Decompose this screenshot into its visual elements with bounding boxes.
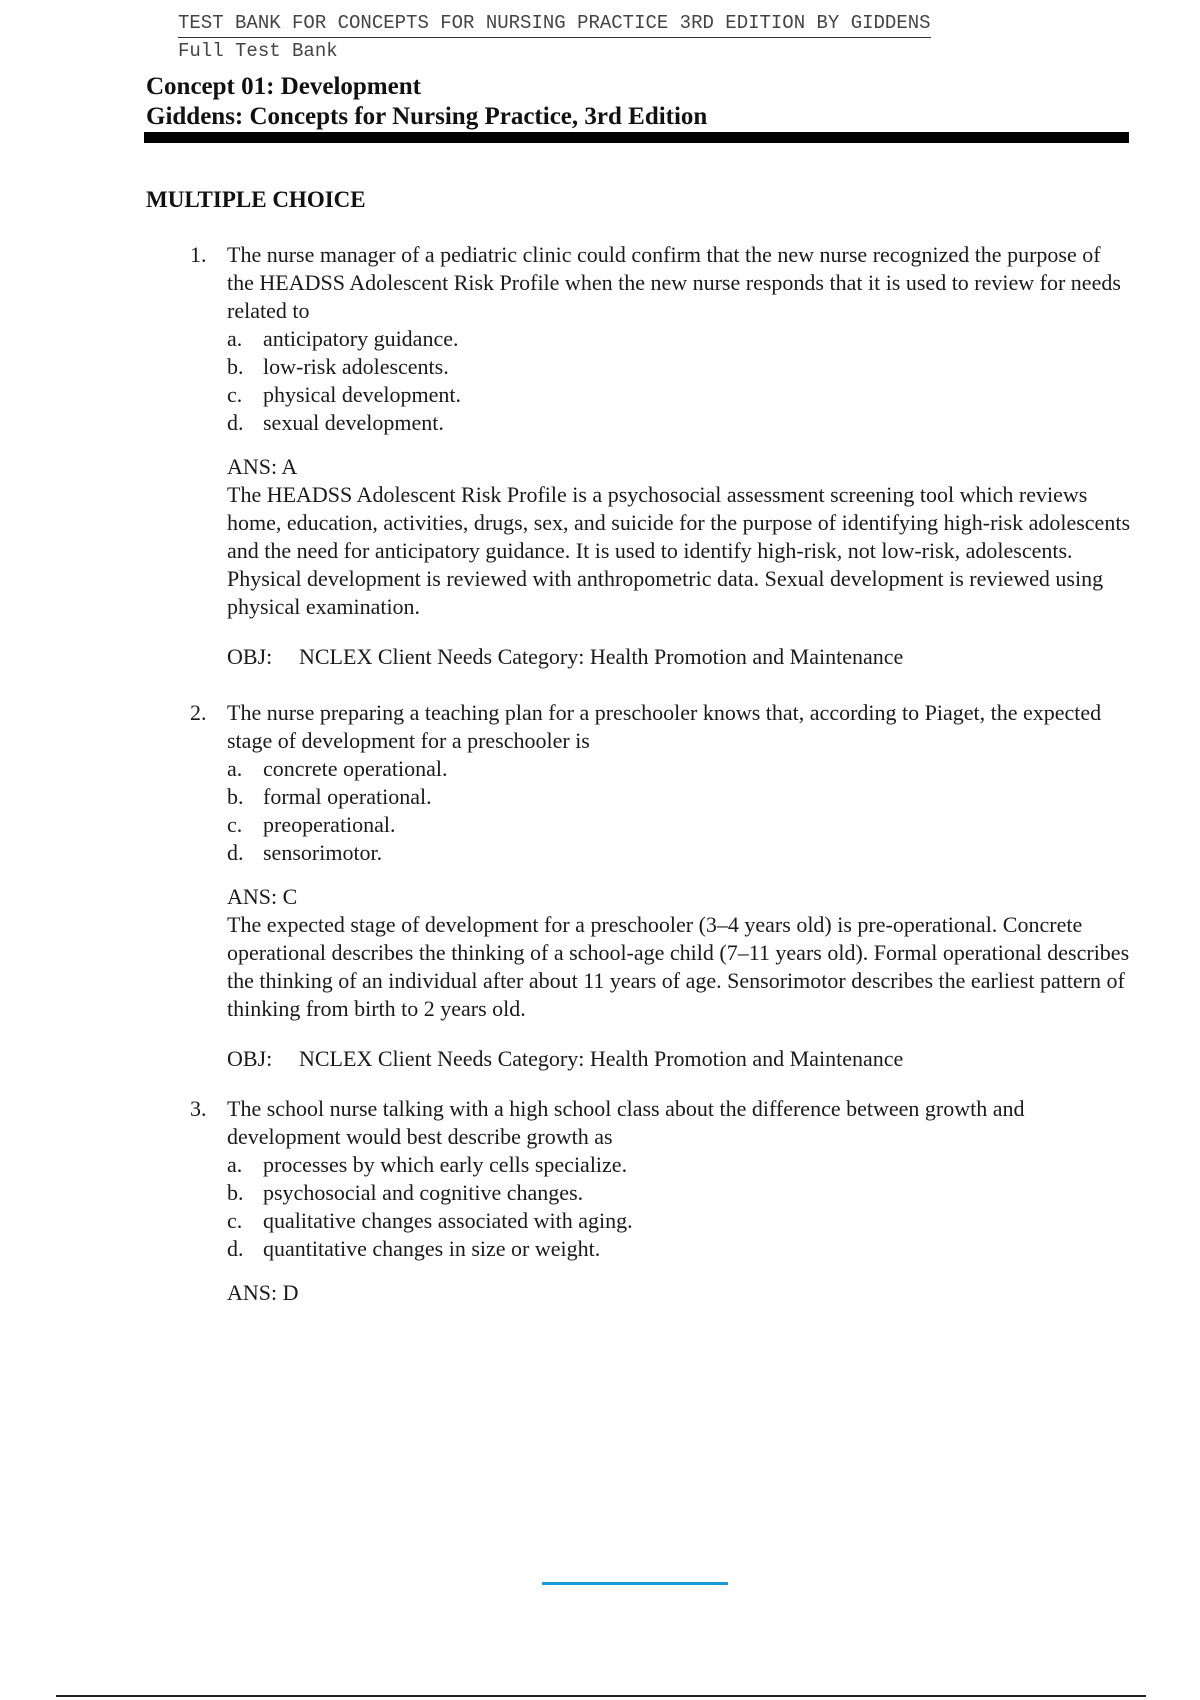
choice-letter: c.	[227, 382, 243, 407]
choice-list	[227, 755, 1130, 867]
choice-a	[227, 755, 1130, 783]
objective-label: OBJ:	[227, 644, 273, 669]
choice-c	[227, 381, 1130, 409]
choice-b	[227, 1179, 1130, 1207]
choice-text: anticipatory guidance.	[263, 326, 459, 351]
choice-d	[227, 839, 1130, 867]
choice-text: physical development.	[263, 382, 461, 407]
concept-title: Concept 01: Development	[146, 73, 421, 100]
answer-rationale: The expected stage of development for a preschooler (3–4 years old) is pre-operational. Concrete operational describes the thinking of a school-age child (7–11 years old). Formal operational describes the thinking of an individual after about 11 years of age. Sensorimotor describes the earliest pattern of thinking from birth to 2 years old.	[227, 912, 1130, 1021]
choice-c	[227, 1207, 1130, 1235]
choice-text: processes by which early cells specialize.	[263, 1152, 628, 1177]
question-number: 1.	[190, 242, 207, 267]
objective-label: OBJ:	[227, 1046, 273, 1071]
question-stem: The nurse preparing a teaching plan for a preschooler knows that, according to Piaget, the expected stage of development for a preschooler is	[227, 700, 1102, 753]
choice-c	[227, 811, 1130, 839]
choice-text: sensorimotor.	[263, 840, 383, 865]
choice-d	[227, 409, 1130, 437]
answer-key: ANS: A	[227, 454, 298, 479]
choice-text: qualitative changes associated with aging.	[263, 1208, 633, 1233]
choice-letter: d.	[227, 1236, 244, 1261]
choice-text: psychosocial and cognitive changes.	[263, 1180, 584, 1205]
question-number: 2.	[190, 700, 207, 725]
choice-letter: d.	[227, 410, 244, 435]
choice-text: low-risk adolescents.	[263, 354, 449, 379]
objective	[227, 643, 1130, 671]
question-stem: The nurse manager of a pediatric clinic could confirm that the new nurse recognized the purpose of the HEADSS Adolescent Risk Profile when the new nurse responds that it is used to review for needs related to	[227, 242, 1121, 323]
choice-letter: b.	[227, 784, 244, 809]
choice-a	[227, 325, 1130, 353]
question-2	[190, 699, 1130, 1073]
choice-letter: a.	[227, 326, 243, 351]
document-title	[146, 72, 707, 132]
book-title: Giddens: Concepts for Nursing Practice, 3rd Edition	[146, 103, 708, 130]
choice-text: quantitative changes in size or weight.	[263, 1236, 601, 1261]
choice-text: preoperational.	[263, 812, 396, 837]
choice-text: formal operational.	[263, 784, 432, 809]
objective	[227, 1045, 1130, 1073]
footer-accent-line	[542, 1582, 728, 1585]
choice-letter: a.	[227, 1152, 243, 1177]
choice-list	[227, 325, 1130, 437]
title-divider	[144, 132, 1129, 143]
document-header	[178, 10, 931, 64]
choice-letter: a.	[227, 756, 243, 781]
choice-b	[227, 783, 1130, 811]
question-stem: The school nurse talking with a high school class about the difference between growth and development would best describe growth as	[227, 1096, 1025, 1149]
choice-letter: d.	[227, 840, 244, 865]
answer-rationale: The HEADSS Adolescent Risk Profile is a psychosocial assessment screening tool which reviews home, education, activities, drugs, sex, and suicide for the purpose of identifying high-risk adolescents and the need for anticipatory guidance. It is used to identify high-risk, not low-risk, adolescents. Physical development is reviewed with anthropometric data. Sexual development is reviewed using physical examination.	[227, 482, 1130, 619]
choice-letter: c.	[227, 812, 243, 837]
objective-text: NCLEX Client Needs Category: Health Promotion and Maintenance	[299, 644, 904, 669]
objective-text: NCLEX Client Needs Category: Health Promotion and Maintenance	[299, 1046, 904, 1071]
answer-key: ANS: C	[227, 884, 298, 909]
header-subbanner: Full Test Bank	[178, 40, 338, 62]
choice-letter: b.	[227, 354, 244, 379]
question-3	[190, 1095, 1130, 1307]
header-banner: TEST BANK FOR CONCEPTS FOR NURSING PRACTICE 3RD EDITION BY GIDDENS	[178, 10, 931, 38]
question-1	[190, 241, 1130, 671]
choice-a	[227, 1151, 1130, 1179]
choice-text: concrete operational.	[263, 756, 448, 781]
choice-list	[227, 1151, 1130, 1263]
answer-key: ANS: D	[227, 1280, 299, 1305]
section-heading: MULTIPLE CHOICE	[146, 187, 366, 212]
question-list	[190, 241, 1130, 1307]
choice-d	[227, 1235, 1130, 1263]
choice-letter: c.	[227, 1208, 243, 1233]
choice-text: sexual development.	[263, 410, 444, 435]
choice-letter: b.	[227, 1180, 244, 1205]
question-number: 3.	[190, 1096, 207, 1121]
choice-b	[227, 353, 1130, 381]
footer-rule	[56, 1695, 1146, 1697]
